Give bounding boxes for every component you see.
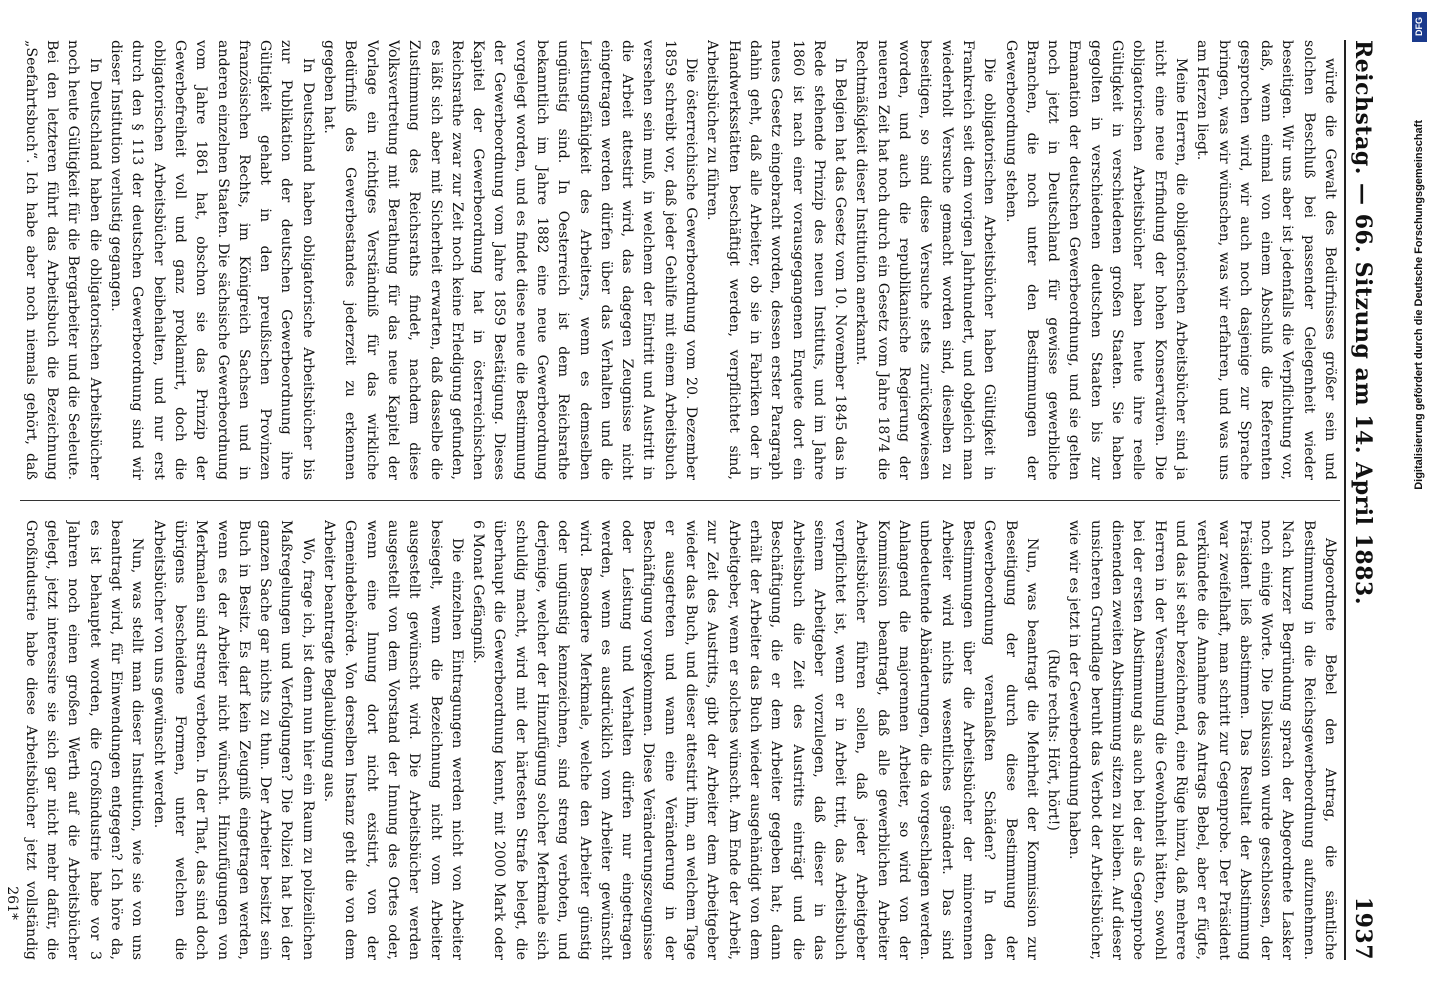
left-column: [20, 40, 1340, 480]
paragraph: Die österreichische Gewerbeordnung vom 20. Dezember 1859 schreibt vor, daß jeder Gehilfe mit einem Arbeitsbuch versehen sein muß, in welchem der Eintritt und Austritt in die Arbeit attestirt wird, das dagegen Zeugnisse nicht eingetragen werden dürfen über das Verhalten und die Leistungsfähigkeit des Arbeiters, wenn es demselben ungünstig sind. In Oesterreich ist dem Reichsrathe bekanntlich im Jahre 1882 eine neue Gewerbeordnung vorgelegt worden, und es findet diese neue die Bestimmung der Gewerbeordnung vom Jahre 1859 Bestätigung. Dieses Kapitel der Gewerbeordnung hat in österreichischen Reichsrathe zwar zur Zeit noch keine Erledigung gefunden, es läßt sich aber mit Sicherheit erwarten, daß dasselbe die Zustimmung des Reichsraths findet, nachdem diese Volksvertretung mit Berathung für das neue Kapitel der Vorlage ein richtiges Verständniß für das wirkliche Bedürfniß des Gewerbestandes jederzeit zu erkennen gegeben hat.: [321, 40, 700, 480]
paragraph: Die einzelnen Eintragungen werden nicht von Arbeiter besiegelt, wenn die Bezeichnung nicht vom Arbeiter ausgestellt gewünscht wird. Die Arbeitsbücher werden ausgestellt von dem Vorstand der Innung des Ortes oder, wenn eine Innung dort nicht existirt, von der Gemeindebehörde. Von derselben Instanz geht die von dem Arbeiter beantragte Beglaubigung aus.: [321, 520, 465, 960]
page-number: 1937: [1350, 896, 1376, 960]
paragraph: Wo, frage ich, ist denn nun hier ein Raum zu polizeilichen Maßregelungen und Verfolgungen? Die Polizei hat bei der ganzen Sache gar nichts zu thun. Der Arbeiter besitzt sein Buch in Besitz. Es darf kein Zeugniß eingetragen werden, wenn es der Arbeiter nicht wünscht. Hinzufügungen von Merkmalen sind streng verboten. In der That, das sind doch übrigens bescheidene Formen, unter welchen die Arbeitsbücher von uns gewünscht werden.: [150, 520, 316, 960]
funding-note: [1406, 0, 1432, 1000]
header-title: Reichstag. — 66. Sitzung am 14. April 1883.: [1350, 40, 1376, 605]
paragraph: In Deutschland haben obligatorische Arbeitsbücher bis zur Publikation der deutschen Gewerbeordnung ihre Gültigkeit gehabt in den preußischen Provinzen französischen Rechts, im Königreich Sachsen und in anderen einzelnen Staaten. Die sächsische Gewerbeordnung vom Jahre 1861 hat, obschon sie das Prinzip der Gewerbefreiheit voll und ganz proklamirt, doch die obligatorischen Arbeitsbücher beibehalten, und nur erst durch den § 113 der deutschen Gewerbeordnung sind wir dieser Institution verlustig gegangen.: [108, 40, 316, 480]
paragraph: Nun, was stellt man dieser Institution, wie sie von uns beantragt wird, für Einwendungen entgegen? Ich höre da, es ist behauptet worden, die Großindustrie habe vor 3 Jahren noch einen großen Werth auf die Arbeitsbücher gelegt, jetzt interessire sie sich gar nicht mehr dafür, die Großindustrie habe diese Arbeitsbücher jetzt vollständig: [22, 520, 146, 960]
signature-mark: 261*: [4, 886, 20, 920]
funding-note-text: Digitalisierung gefördert durch die Deutsche Forschungsgemeinschaft: [1413, 120, 1425, 490]
right-column: [20, 520, 1340, 960]
dfg-logo: [1412, 12, 1427, 42]
paragraph: würde die Gewalt des Bedürfnisses größer sein und solchen Beschluß bei passender Gelegenheit wieder beseitigen. Wir uns aber ist jedenfalls die Verpflichtung vor, daß, wenn einmal von einem Abschluß die Referenten gesprochen wird, wir auch noch dasjenige zur Sprache bringen, was wir wünschen, was wir erfahren, und was uns am Herzen liegt.: [1194, 40, 1338, 480]
paragraph: In Belgien hat das Gesetz vom 10. November 1845 das in Rede stehende Prinzip des neuen Instituts, und im Jahre 1860 ist nach einer vorausgegangenen Enquete dort ein neues Gesetz eingebracht worden, dessen erster Paragraph dahin geht, daß alle Arbeiter, ob sie in Fabriken oder in Handwerksstätten beschäftigt werden, verpflichtet sind, Arbeitsbücher zu führen.: [704, 40, 849, 480]
paragraph: Meine Herren, die obligatorischen Arbeitsbücher sind ja nicht eine neue Erfindung der hohen Konservativen. Die obligatorischen Arbeitsbücher haben heute ihre reelle Gültigkeit in verschiedenen großen Staaten. Sie haben gegolten in verschiedenen deutschen Staaten bis zur Emanation der deutschen Gewerbeordnung, und sie gelten noch jetzt in Deutschland für gewisse gewerbliche Branchen, die noch unter den Bestimmungen der Gewerbeordnung stehen.: [1002, 40, 1189, 480]
dfg-logo-text: DFG: [1414, 17, 1424, 37]
paragraph: Abgeordnete Bebel den Antrag, die sämtliche Bestimmung in die Reichsgewerbeordnung aufzunehmen. Nach kurzer Begründung sprach der Abgeordnete Lasker noch einige Worte. Die Diskussion wurde geschlossen, der Präsident ließ abstimmen. Das Resultat der Abstimmung war zweifelhaft, man schritt zur Gegenprobe. Der Präsident verkündete die Annahme des Antrags Bebel, aber er fügte, und das ist sehr bezeichnend, eine Rüge hinzu, daß mehrere Herren in der Versammlung die Gewohnheit hätten, sowohl bei der ersten Abstimmung als auch bei der als Gegenprobe dienenden zweiten Abstimmung sitzen zu bleiben. Auf dieser unsicheren Grundlage beruht das Verbot der Arbeitsbücher, wie wir es jetzt in der Gewerbeordnung haben.: [1066, 520, 1338, 960]
paragraph: Nun, was beantragt die Mehrheit der Kommission zur Beseitigung der durch diese Bestimmung der Gewerbeordnung veranlaßten Schäden? In den Bestimmungen über die Arbeitsbücher der minorennen Arbeiter wird nichts wesentliches geändert. Das sind unbedeutende Abänderungen, die da vorgeschlagen werden. Anlangend die majorennen Arbeiter, so wird von der Kommission beantragt, daß alle gewerblichen Arbeiter Arbeitsbücher führen sollen, daß jeder Arbeitgeber verpflichtet ist, wenn er in Arbeit tritt, das Arbeitsbuch seinem Arbeitgeber vorzulegen, daß dieser in das Arbeitsbuch die Zeit des Austritts einträgt und die Beschäftigung, die er dem Arbeiter gegeben hat; dann erhält der Arbeiter das Buch wieder ausgehändigt von dem Arbeitgeber, wenn er solches wünscht. Am Ende der Arbeit, zur Zeit des Austritts, gibt der Arbeiter dem Arbeitgeber wieder das Buch, und dieser attestirt ihm, an welchem Tage er ausgetreten und wann eine Veränderung in der Beschäftigung vorgekommen. Diese Veränderungszeugnisse oder Leistung und Verhalten dürfen nur eingetragen werden, wenn es ausdrücklich vom Arbeiter gewünscht wird. Besondere Merkmale, welche den Arbeiter günstig oder ungünstig kennzeichnen, sind streng verboten, und derjenige, welcher der Hinzufügung solcher Merkmale sich schuldig macht, wird mit der härtesten Strafe belegt, die überhaupt die Gewerbeordnung kennt, mit 2000 Mark oder 6 Monat Gefängniß.: [470, 520, 1040, 960]
column-divider: [20, 500, 1340, 501]
paragraph: Die obligatorischen Arbeitsbücher haben Gültigkeit in Frankreich seit dem vorigen Jahrhundert, und obgleich man wiederholt Versuche gemacht worden sind, dieselben zu beseitigen, so sind diese Versuche stets zurückgewiesen worden, und auch die republikanische Regierung der neueren Zeit hat noch durch ein Gesetz vom Jahre 1874 die Rechtmäßigkeit dieser Institution anerkannt.: [853, 40, 998, 480]
interjection: (Rufe rechts: Hört, hört!): [1045, 649, 1062, 831]
page-header: [1344, 40, 1390, 960]
paragraph: In Deutschland haben die obligatorischen Arbeitsbücher noch heute Gültigkeit für die Bergarbeiter und die Seeleute. Bei den letzteren führt das Arbeitsbuch die Bezeichnung „Seefahrtsbuch“. Ich habe aber noch niemals gehört, daß: [22, 40, 103, 480]
